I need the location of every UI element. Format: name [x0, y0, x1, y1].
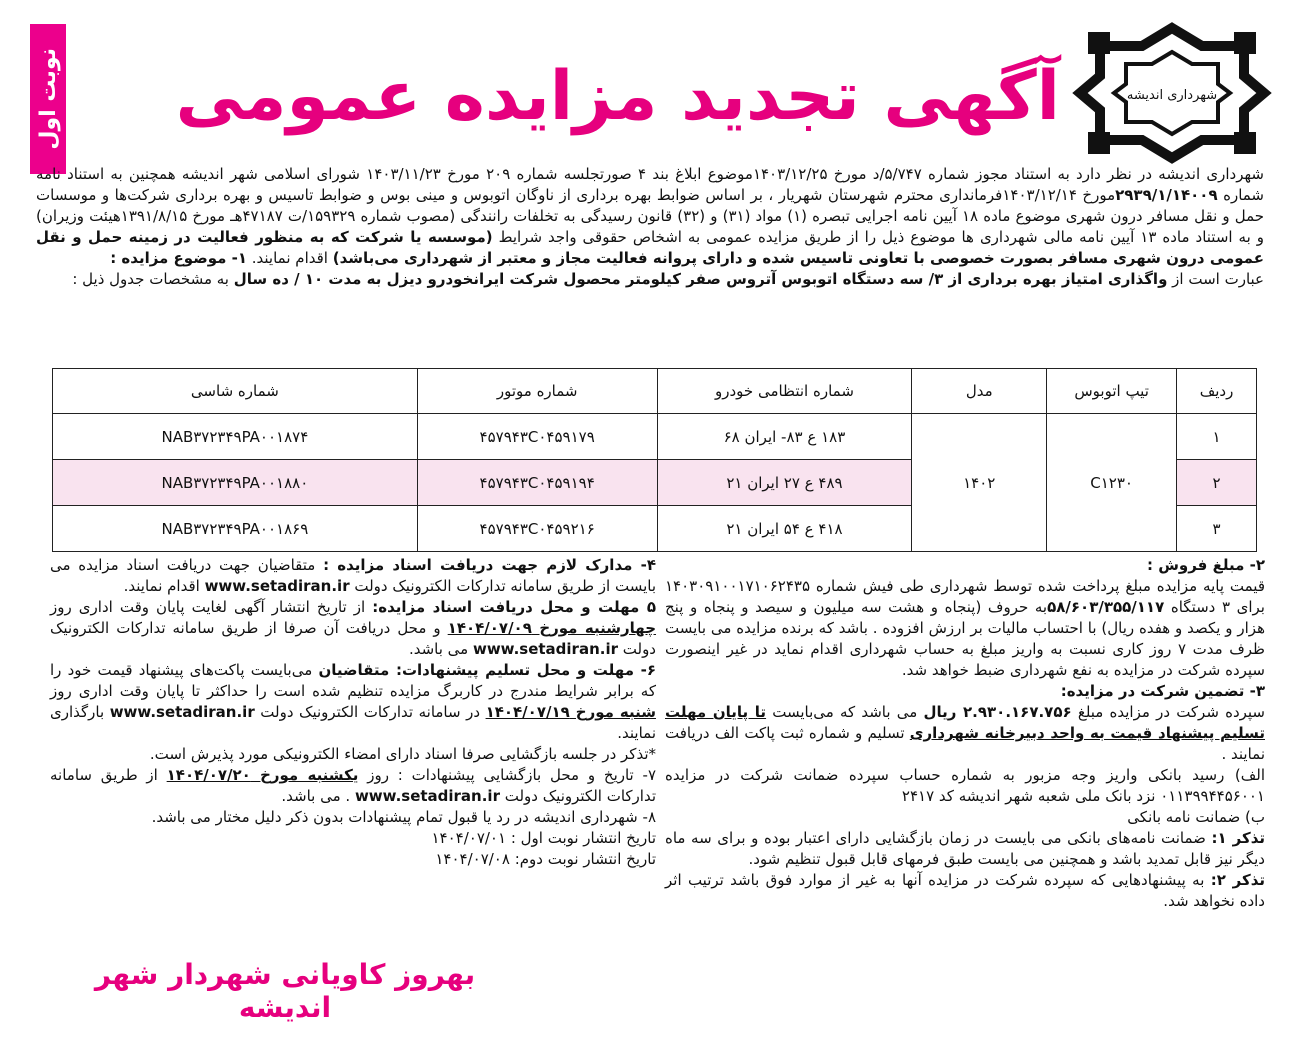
- section-1-text-b: به مشخصات جدول ذیل :: [72, 270, 234, 288]
- section-1-title: ۱- موضوع مزایده :: [110, 249, 247, 267]
- star-note: *تذکر در جلسه بازگشایی صرفا اسناد دارای امضاء الکترونیکی مورد پذیرش است.: [149, 745, 656, 763]
- page-title: آگهی تجدید مزایده عمومی: [175, 57, 1060, 136]
- row-index: ۱: [1177, 414, 1257, 460]
- section-7-text-b: از طریق سامانه تدارکات الکترونیک دولت: [50, 766, 656, 805]
- section-6-date: شنبه مورخ ۱۴۰۴/۰۷/۱۹: [485, 703, 656, 721]
- section-6-applicants: متقاضیان: [318, 661, 396, 679]
- edition-badge-text: نوبت اول: [35, 48, 61, 150]
- section-3-text-c: تسلیم و شماره ثبت پاکت الف دریافت نمایند .: [665, 724, 1265, 763]
- plate-cell: ۱۸۳ ع ۸۳- ایران ۶۸: [657, 414, 912, 460]
- section-5-text-b: و محل دریافت آن صرفا از طریق سامانه تدارکات الکترونیک دولت: [50, 619, 656, 658]
- plate-cell: ۴۸۹ ع ۲۷ ایران ۲۱: [657, 460, 912, 506]
- bus-table: [52, 368, 1257, 552]
- note-1-text: ضمانت نامه‌های بانکی می بایست در زمان بازگشایی دارای اعتبار بوده و برای سه ماه دیگر نیز قابل تمدید باشد و همچنین می بایست طبق فرمهای قابل قبول تنظیم شود.: [665, 829, 1265, 868]
- section-2-text-b: به حروف (پنجاه و هشت سه میلیون و سیصد و پنجاه و پنج هزار و یکصد و هفده ریال) با احتساب مالیات بر ارزش افزوده . باشد که برنده مزایده می بایست ظرف مدت ۷ روز کاری نسبت به واریز مبلغ به حساب شهرداری اقدام نماید در غیر اینصورت سپرده شرکت در مزایده به نفع شهرداری ضبط خواهد شد.: [665, 598, 1265, 679]
- header-chassis: شماره شاسی: [53, 369, 418, 414]
- note-2-label: تذکر ۲:: [1210, 871, 1265, 889]
- section-2-text-a: قیمت پایه مزایده مبلغ پرداخت شده توسط شهرداری طی فیش شماره ۱۴۰۳۰۹۱۰۰۱۷۱۰۶۲۴۳۵ برای ۳ دستگاه: [665, 577, 1265, 616]
- section-6: [50, 660, 656, 744]
- section-4-text: متقاضیان جهت دریافت اسناد مزایده می بایست از طریق سامانه تدارکات الکترونیک دولت: [50, 556, 656, 595]
- note-1: [665, 828, 1265, 870]
- header-engine: شماره موتور: [417, 369, 657, 414]
- row-index: ۳: [1177, 506, 1257, 552]
- note-2-text: به پیشنهادهایی که سپرده شرکت در مزایده آنها به غیر از موارد فوق باشد ترتیب اثر داده نخواهد شد.: [665, 871, 1265, 910]
- section-3-text: [665, 702, 1265, 765]
- base-price: ۵۸/۶۰۳/۳۵۵/۱۱۷: [1047, 598, 1165, 616]
- chassis-cell: NAB۳۷۲۳۴۹PA۰۰۱۸۶۹: [53, 506, 418, 552]
- section-5-date: چهارشنبه مورخ ۱۴۰۴/۰۷/۰۹: [447, 619, 657, 637]
- deposit-deadline: تا پایان مهلت تسلیم پیشنهاد قیمت به واحد دبیرخانه شهرداری: [665, 703, 1265, 742]
- publish-date-2: تاریخ انتشار نوبت دوم: ۱۴۰۴/۰۷/۰۸: [435, 850, 656, 868]
- publish-date-1: تاریخ انتشار نوبت اول : ۱۴۰۴/۰۷/۰۱: [431, 829, 656, 847]
- header-bus-type: تیپ اتوبوس: [1047, 369, 1177, 414]
- note-2: [665, 870, 1265, 912]
- section-8: ۸- شهرداری اندیشه در رد یا قبول تمام پیشنهادات بدون ذکر دلیل مختار می باشد.: [151, 808, 656, 826]
- section-6-end: بارگذاری نمایند.: [50, 703, 656, 742]
- right-column: [665, 555, 1265, 912]
- model-cell: ۱۴۰۲: [912, 414, 1047, 552]
- section-7-date: یکشنبه مورخ ۱۴۰۴/۰۷/۲۰: [166, 766, 359, 784]
- bus-type-cell: C۱۲۳۰: [1047, 414, 1177, 552]
- header-plate: شماره انتظامی خودرو: [657, 369, 912, 414]
- logo-text: شهرداری اندیشه: [1126, 88, 1218, 103]
- note-1-label: تذکر ۱:: [1211, 829, 1266, 847]
- section-3-text-a: سپرده شرکت در مزایده مبلغ: [1071, 703, 1265, 721]
- header-model: مدل: [912, 369, 1047, 414]
- deposit-amount: ۲.۹۳۰.۱۶۷.۷۵۶ ریال: [923, 703, 1072, 721]
- section-5-title: ۵ مهلت و محل دریافت اسناد مزایده:: [372, 598, 656, 616]
- section-5-end: می باشد.: [408, 640, 473, 658]
- site-link[interactable]: www.setadiran.ir: [204, 577, 350, 595]
- table-row: [53, 414, 1257, 460]
- municipality-logo: [1072, 22, 1272, 164]
- chassis-cell: NAB۳۷۲۳۴۹PA۰۰۱۸۷۴: [53, 414, 418, 460]
- site-link[interactable]: www.setadiran.ir: [109, 703, 255, 721]
- section-7-text-a: ۷- تاریخ و محل بازگشایی پیشنهادات : روز: [358, 766, 656, 784]
- left-column: [50, 555, 656, 870]
- engine-cell: ۴۵۷۹۴۳C۰۴۵۹۲۱۶: [417, 506, 657, 552]
- section-5: [50, 597, 656, 660]
- section-4: [50, 555, 656, 597]
- table-header-row: [53, 369, 1257, 414]
- intro-text-1: شهرداری اندیشه در نظر دارد به استناد مجوز شماره ۵/۷۴۷/د مورخ ۱۴۰۳/۱۲/۲۵موضوع ابلاغ بند ۴ صورتجلسه شماره ۲۰۹ مورخ ۱۴۰۳/۱۱/۲۳ شورای اسلامی شهر اندیشه همچنین به استناد نامه شماره: [36, 165, 1265, 204]
- section-4-title: ۴- مدارک لازم جهت دریافت اسناد مزایده :: [323, 556, 656, 574]
- section-1-subject: واگذاری امتیاز بهره برداری از ۳/ سه دستگاه اتوبوس آتروس صفر کیلومتر محصول شرکت ایرانخودرو دیزل به مدت ۱۰ / ده سال: [233, 270, 1168, 288]
- section-3-text-b: می باشد که می‌بایست: [766, 703, 924, 721]
- edition-badge: [30, 24, 66, 174]
- chassis-cell: NAB۳۷۲۳۴۹PA۰۰۱۸۸۰: [53, 460, 418, 506]
- option-alef: الف) رسید بانکی واریز وجه مزبور به شماره حساب سپرده ضمانت شرکت در مزایده ۰۱۱۳۹۹۴۴۵۶۰۰۱ نزد بانک ملی شعبه شهر اندیشه کد ۲۴۱۷: [665, 766, 1265, 805]
- intro-text-2: مورخ ۱۴۰۳/۱۲/۱۴فرمانداری محترم شهرستان شهریار ، بر اساس ضوابط بهره برداری از ناوگان اتوبوس و مینی بوس و ضوابط تاسیس و بهره برداری شرکت‌ها و موسسات حمل و نقل مسافر درون شهری موضوع ماده ۱۸ آیین نامه اجرایی تبصره (۱) مواد (۳۱) و (۳۲) قانون رسیدگی به تخلفات رانندگی (مصوب شماره ۱۵۹۳۲۹/ت ۴۷۱۸۷هـ مورخ ۱۳۹۱/۸/۱۵هیئت وزیران) و به استناد ماده ۱۳ آیین نامه مالی شهرداری ها موضوع ذیل را از طریق مزایده عمومی به اشخاص حقوقی واجد شرایط: [36, 186, 1265, 246]
- section-2-text: [665, 576, 1265, 681]
- section-6-text-a: می‌بایست پاکت‌های پیشنهاد قیمت خود را که برابر شرایط مندرج در کاربرگ مزایده تنظیم شده است را حداکثر تا پایان وقت اداری روز: [50, 661, 656, 700]
- option-be: ب) ضمانت نامه بانکی: [1127, 808, 1265, 826]
- intro-text-3: اقدام نمایند.: [247, 249, 333, 267]
- section-3-title: ۳- تضمین شرکت در مزایده:: [1060, 682, 1265, 700]
- section-6-title: ۶- مهلت و محل تسلیم پیشنهادات:: [395, 661, 656, 679]
- eligibility-text: (موسسه یا شرکت که به منظور فعالیت در زمینه حمل و نقل عمومی درون شهری مسافر بصورت خصوصی با تعاونی تاسیس شده و دارای پروانه فعالیت مجاز و معتبر از شهرداری می‌باشد): [36, 228, 1264, 267]
- mayor-signature: بهروز کاویانی شهردار شهر اندیشه: [94, 958, 476, 1024]
- section-5-text-a: از تاریخ انتشار آگهی لغایت پایان وقت اداری روز: [50, 598, 373, 616]
- intro-paragraph: [36, 164, 1264, 290]
- section-1-text-a: عبارت است از: [1167, 270, 1264, 288]
- section-6-text-b: در سامانه تدارکات الکترونیک دولت: [254, 703, 486, 721]
- section-2-title: ۲- مبلغ فروش :: [1146, 556, 1265, 574]
- header-row-index: ردیف: [1177, 369, 1257, 414]
- engine-cell: ۴۵۷۹۴۳C۰۴۵۹۱۷۹: [417, 414, 657, 460]
- site-link[interactable]: www.setadiran.ir: [354, 787, 500, 805]
- plate-cell: ۴۱۸ ع ۵۴ ایران ۲۱: [657, 506, 912, 552]
- site-link[interactable]: www.setadiran.ir: [472, 640, 618, 658]
- section-7: [50, 765, 656, 807]
- section-7-end: . می باشد.: [281, 787, 355, 805]
- letter-number: ۲۹۳۹/۱/۱۴۰۰۹: [1115, 186, 1218, 204]
- engine-cell: ۴۵۷۹۴۳C۰۴۵۹۱۹۴: [417, 460, 657, 506]
- section-4-end: اقدام نمایند.: [123, 577, 205, 595]
- row-index: ۲: [1177, 460, 1257, 506]
